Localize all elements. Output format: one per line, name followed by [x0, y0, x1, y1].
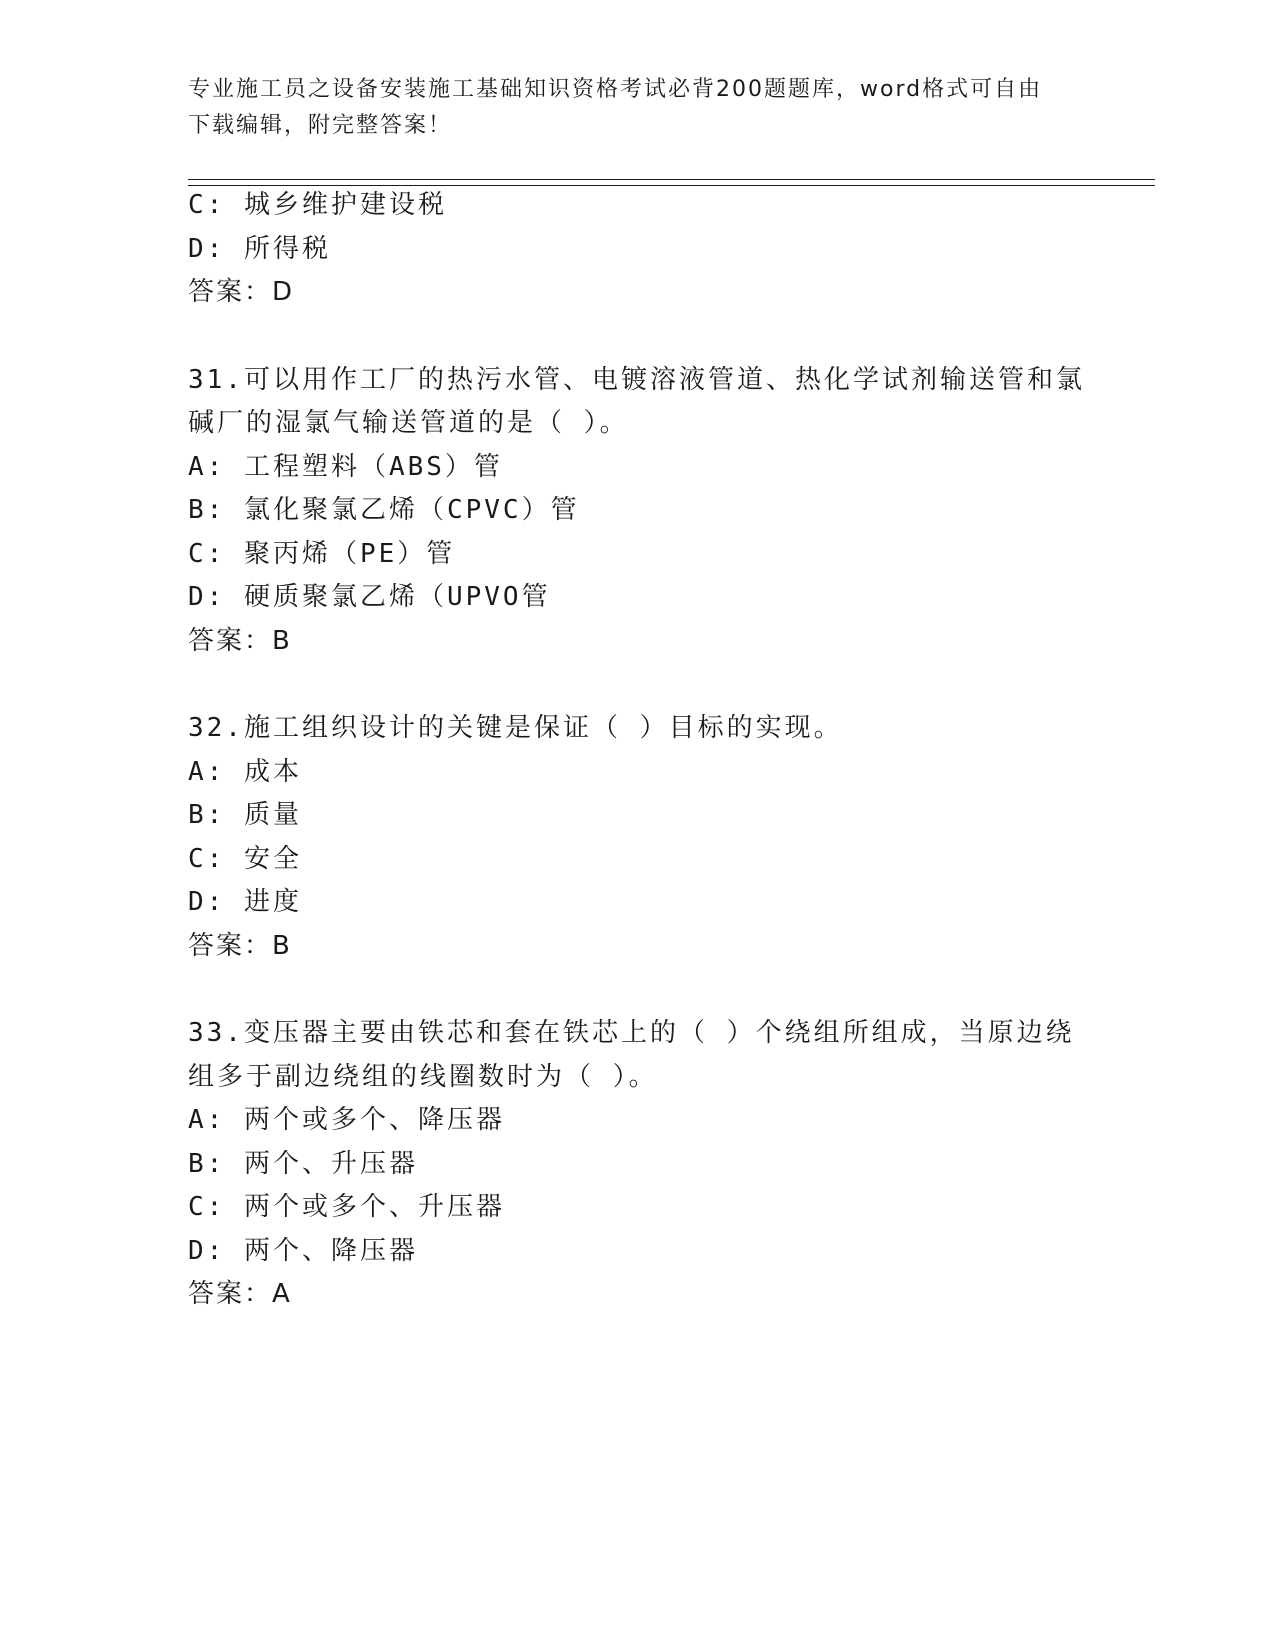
- q33-stem-line-2: 组多于副边绕组的线圈数时为（ ）。: [188, 1062, 658, 1092]
- q31-option-b: B: 氯化聚氯乙烯（CPVC）管: [188, 495, 580, 525]
- document-header: [188, 72, 1088, 144]
- q31-stem-line-1: 31.可以用作工厂的热污水管、电镀溶液管道、热化学试剂输送管和氯: [188, 365, 1085, 395]
- header-divider-top: [188, 179, 1155, 180]
- q31-stem-line-2: 碱厂的湿氯气输送管道的是（ ）。: [188, 408, 629, 438]
- q32-option-d: D: 进度: [188, 887, 302, 917]
- q33-stem-line-1: 33.变压器主要由铁芯和套在铁芯上的（ ）个绕组所组成，当原边绕: [188, 1018, 1075, 1048]
- prev-option-c: C: 城乡维护建设税: [188, 190, 447, 220]
- q31-option-a: A: 工程塑料（ABS）管: [188, 452, 503, 482]
- q33-option-a: A: 两个或多个、降压器: [188, 1105, 505, 1135]
- q32-stem-line-1: 32.施工组织设计的关键是保证（ ）目标的实现。: [188, 713, 843, 743]
- q32-option-a: A: 成本: [188, 757, 302, 787]
- q32-option-b: B: 质量: [188, 800, 302, 830]
- q33-option-c: C: 两个或多个、升压器: [188, 1192, 505, 1222]
- q31-option-d: D: 硬质聚氯乙烯（UPVO管: [188, 582, 551, 612]
- header-title-line-1: 专业施工员之设备安装施工基础知识资格考试必背200题题库，word格式可自由: [188, 77, 1043, 102]
- prev-answer: 答案：D: [188, 277, 295, 307]
- q31-answer: 答案：B: [188, 626, 292, 656]
- q31-option-c: C: 聚丙烯（PE）管: [188, 539, 456, 569]
- header-divider-bottom: [188, 185, 1155, 186]
- q33-answer: 答案：A: [188, 1279, 292, 1309]
- q32-option-c: C: 安全: [188, 844, 302, 874]
- q33-option-b: B: 两个、升压器: [188, 1149, 418, 1179]
- q33-option-d: D: 两个、降压器: [188, 1236, 418, 1266]
- q32-answer: 答案：B: [188, 931, 292, 961]
- header-title-line-2: 下载编辑，附完整答案！: [188, 113, 453, 138]
- prev-option-d: D: 所得税: [188, 234, 331, 264]
